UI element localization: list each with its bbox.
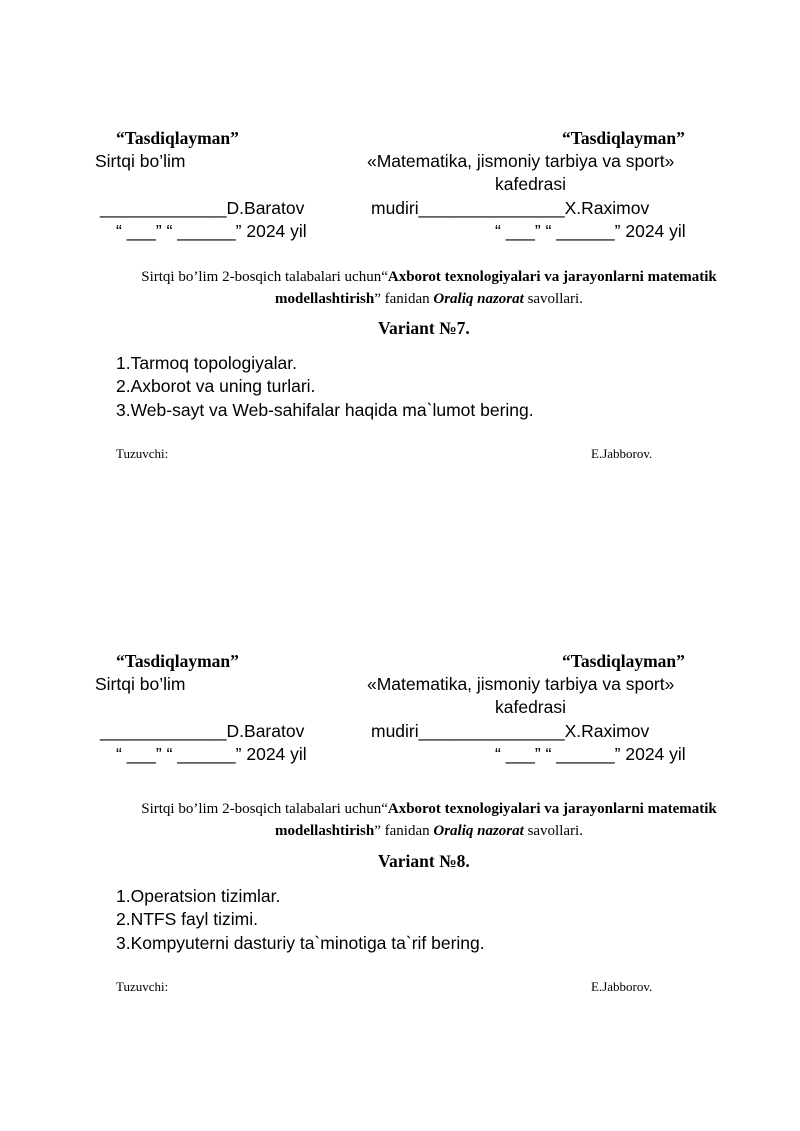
question-1: 1.Operatsion tizimlar. xyxy=(116,886,281,906)
department-right: «Matematika, jismoniy tarbiya va sport» xyxy=(367,151,675,171)
author-name: E.Jabborov. xyxy=(591,446,653,461)
intro-post: savollari. xyxy=(523,291,583,307)
approval-heading-left: “Tasdiqlayman” xyxy=(116,651,239,671)
exam-sheet-variant-8 xyxy=(0,523,800,994)
department-right: «Matematika, jismoniy tarbiya va sport» xyxy=(367,674,675,694)
intro-post: savollari. xyxy=(523,823,583,839)
exam-sheet-variant-7 xyxy=(0,0,800,461)
date-left: “ ___” “ ______” 2024 yil xyxy=(116,744,307,764)
signature-right: mudiri_______________X.Raximov xyxy=(371,721,650,741)
question-2: 2.NTFS fayl tizimi. xyxy=(116,909,258,929)
signature-left: _____________D.Baratov xyxy=(100,721,305,741)
signature-right: mudiri_______________X.Raximov xyxy=(371,198,650,218)
approval-heading-left: “Tasdiqlayman” xyxy=(116,128,239,148)
intro-pre: Sirtqi bo’lim 2-bosqich talabalari uchun xyxy=(141,269,382,285)
date-left: “ ___” “ ______” 2024 yil xyxy=(116,221,307,241)
intro-open-quote: “ xyxy=(381,269,388,285)
exam-intro xyxy=(110,798,748,842)
department-right-suffix: kafedrasi xyxy=(495,174,567,194)
department-right-suffix: kafedrasi xyxy=(495,697,567,717)
intro-subject: Axborot texnologiyalari va jarayonlarni matematik modellashtirish xyxy=(275,801,717,839)
intro-close-quote: ” xyxy=(374,291,381,307)
author-name: E.Jabborov. xyxy=(591,979,653,994)
question-3: 3.Kompyuterni dasturiy ta`minotiga ta`rif bering. xyxy=(116,933,485,953)
intro-exam-type: Oraliq nazorat xyxy=(433,823,524,839)
signature-left: _____________D.Baratov xyxy=(100,198,305,218)
intro-mid: fanidan xyxy=(380,291,434,307)
intro-close-quote: ” xyxy=(374,823,381,839)
intro-mid: fanidan xyxy=(380,823,434,839)
date-right: “ ___” “ ______” 2024 yil xyxy=(495,744,686,764)
intro-pre: Sirtqi bo’lim 2-bosqich talabalari uchun xyxy=(141,801,382,817)
intro-subject: Axborot texnologiyalari va jarayonlarni matematik modellashtirish xyxy=(275,269,717,307)
exam-intro xyxy=(110,266,748,310)
question-2: 2.Axborot va uning turlari. xyxy=(116,376,316,396)
variant-title: Variant №7. xyxy=(378,318,470,338)
approval-heading-right: “Tasdiqlayman” xyxy=(562,128,685,148)
question-3: 3.Web-sayt va Web-sahifalar haqida ma`lumot bering. xyxy=(116,400,534,420)
date-right: “ ___” “ ______” 2024 yil xyxy=(495,221,686,241)
variant-title: Variant №8. xyxy=(378,851,470,871)
author-label: Tuzuvchi: xyxy=(116,446,169,461)
approval-heading-right: “Tasdiqlayman” xyxy=(562,651,685,671)
question-1: 1.Tarmoq topologiyalar. xyxy=(116,353,297,373)
department-left: Sirtqi bo’lim xyxy=(95,151,186,171)
intro-open-quote: “ xyxy=(381,801,388,817)
intro-exam-type: Oraliq nazorat xyxy=(433,291,524,307)
department-left: Sirtqi bo’lim xyxy=(95,674,186,694)
author-label: Tuzuvchi: xyxy=(116,979,169,994)
